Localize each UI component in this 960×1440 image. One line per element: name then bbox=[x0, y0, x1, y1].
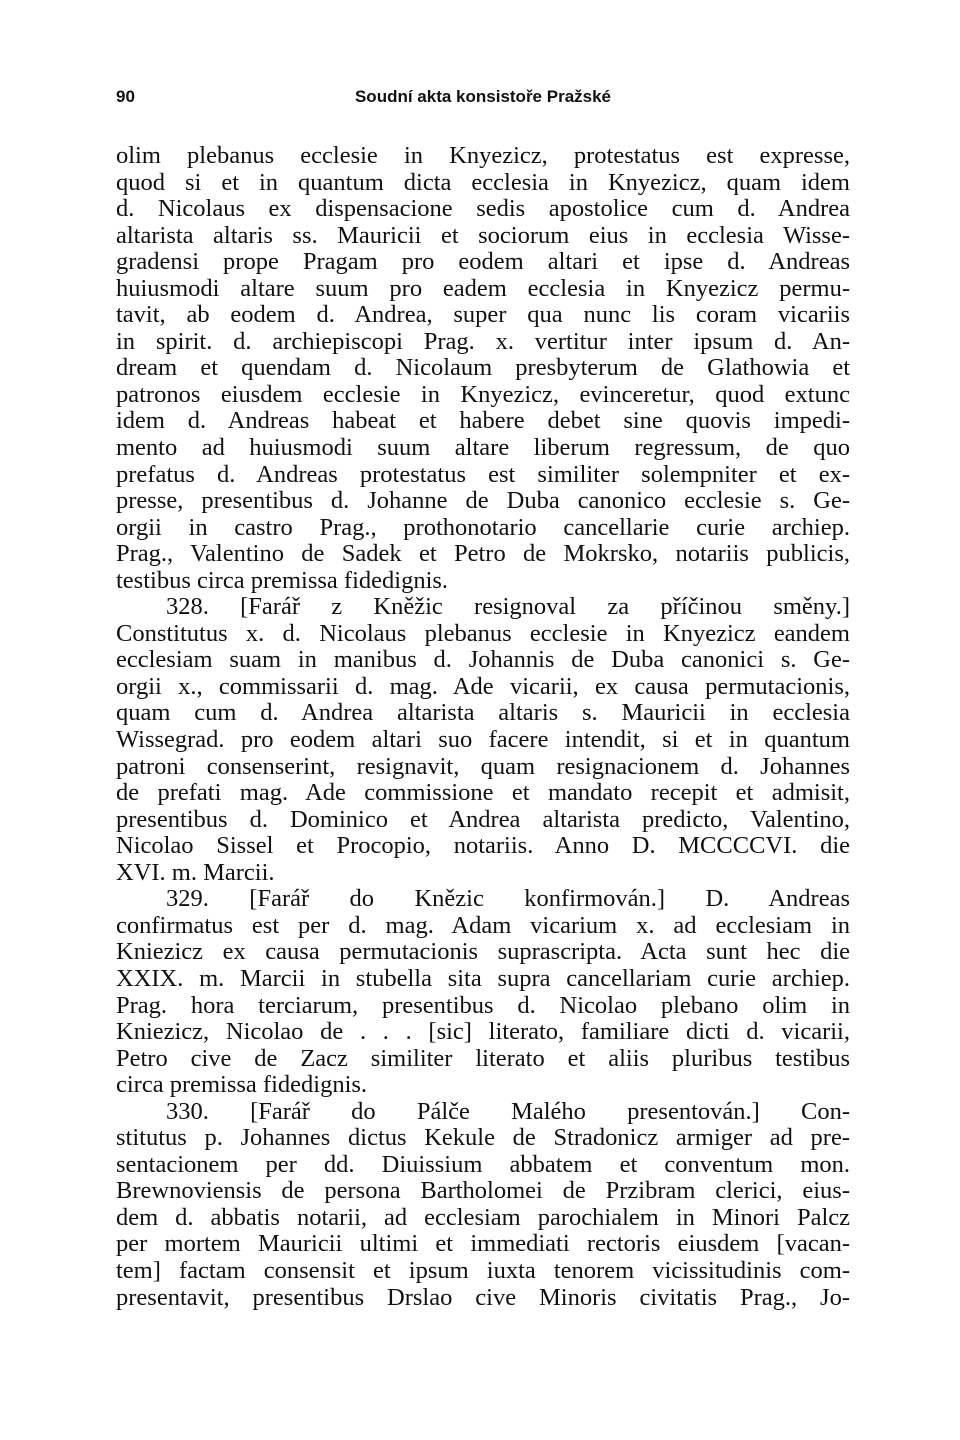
text-line: dream et quendam d. Nicolaum presbyterum de Glathowia et bbox=[116, 355, 850, 382]
text-line: altarista altaris ss. Mauricii et sociorum eius in ecclesia Wisse- bbox=[116, 222, 850, 249]
text-line: confirmatus est per d. mag. Adam vicarium x. ad ecclesiam in bbox=[116, 912, 850, 939]
text-line: mento ad huiusmodi suum altare liberum regressum, de quo bbox=[116, 435, 850, 462]
text-line: orgii in castro Prag., prothonotario cancellarie curie archiep. bbox=[116, 514, 850, 541]
text-line: huiusmodi altare suum pro eadem ecclesia in Knyezicz permu- bbox=[116, 275, 850, 302]
text-line: tavit, ab eodem d. Andrea, super qua nunc lis coram vicariis bbox=[116, 302, 850, 329]
text-line: per mortem Mauricii ultimi et immediati rectoris eiusdem [vacan- bbox=[116, 1231, 850, 1258]
text-line: orgii x., commissarii d. mag. Ade vicarii, ex causa permutacionis, bbox=[116, 673, 850, 700]
text-line: gradensi prope Pragam pro eodem altari et ipse d. Andreas bbox=[116, 249, 850, 276]
text-line: Prag., Valentino de Sadek et Petro de Mokrsko, notariis publicis, bbox=[116, 541, 850, 568]
text-line: stitutus p. Johannes dictus Kekule de Stradonicz armiger ad pre- bbox=[116, 1125, 850, 1152]
page-number: 90 bbox=[116, 87, 135, 106]
text-line: testibus circa premissa fidedignis. bbox=[116, 567, 449, 594]
text-line: dem d. abbatis notarii, ad ecclesiam parochialem in Minori Palcz bbox=[116, 1204, 850, 1231]
text-line: idem d. Andreas habeat et habere debet sine quovis impedi- bbox=[116, 408, 850, 435]
entry-heading-328: 328. [Farář z Kněžic resignoval za příčinou směny.] bbox=[166, 594, 850, 621]
text-line: circa premissa fidedignis. bbox=[116, 1072, 368, 1099]
text-line: patroni consenserint, resignavit, quam resignacionem d. Johannes bbox=[116, 753, 850, 780]
text-line: Nicolao Sissel et Procopio, notariis. Anno D. MCCCCVI. die bbox=[116, 833, 850, 860]
text-line: quam cum d. Andrea altarista altaris s. Mauricii in ecclesia bbox=[116, 700, 850, 727]
entry-heading-329: 329. [Farář do Knězic konfirmován.] D. Andreas bbox=[166, 886, 850, 913]
text-line: Kniezicz ex causa permutacionis suprascripta. Acta sunt hec die bbox=[116, 939, 850, 966]
text-line: patronos eiusdem ecclesie in Knyezicz, evinceretur, quod extunc bbox=[116, 381, 850, 408]
running-header bbox=[116, 87, 850, 111]
text-line: Prag. hora terciarum, presentibus d. Nicolao plebano olim in bbox=[116, 992, 850, 1019]
text-line: Brewnoviensis de persona Bartholomei de Przibram clerici, eius- bbox=[116, 1178, 850, 1205]
text-line: Constitutus x. d. Nicolaus plebanus ecclesie in Knyezicz eandem bbox=[116, 620, 850, 647]
text-line: presse, presentibus d. Johanne de Duba canonico ecclesie s. Ge- bbox=[116, 488, 850, 515]
text-line: Kniezicz, Nicolao de . . . [sic] literato, familiare dicti d. vicarii, bbox=[116, 1019, 850, 1046]
body-text bbox=[116, 143, 850, 1311]
entry-heading-330: 330. [Farář do Pálče Malého presentován.] Con- bbox=[166, 1098, 850, 1125]
text-line: tem] factam consensit et ipsum iuxta tenorem vicissitudinis com- bbox=[116, 1257, 850, 1284]
text-line: XXIX. m. Marcii in stubella sita supra cancellariam curie archiep. bbox=[116, 965, 850, 992]
text-line: quod si et in quantum dicta ecclesia in Knyezicz, quam idem bbox=[116, 169, 850, 196]
text-line: ecclesiam suam in manibus d. Johannis de Duba canonici s. Ge- bbox=[116, 647, 850, 674]
text-line: XVI. m. Marcii. bbox=[116, 859, 275, 886]
text-line: presentavit, presentibus Drslao cive Minoris civitatis Prag., Jo- bbox=[116, 1284, 850, 1311]
text-line: d. Nicolaus ex dispensacione sedis apostolice cum d. Andrea bbox=[116, 196, 850, 223]
text-line: Wissegrad. pro eodem altari suo facere intendit, si et in quantum bbox=[116, 727, 850, 754]
text-line: olim plebanus ecclesie in Knyezicz, protestatus est expresse, bbox=[116, 143, 850, 169]
text-line: prefatus d. Andreas protestatus est similiter solempniter et ex- bbox=[116, 461, 850, 488]
text-line: de prefati mag. Ade commissione et mandato recepit et admisit, bbox=[116, 780, 850, 807]
text-line: sentacionem per dd. Diuissium abbatem et conventum mon. bbox=[116, 1151, 850, 1178]
text-line: in spirit. d. archiepiscopi Prag. x. vertitur inter ipsum d. An- bbox=[116, 328, 850, 355]
text-line: Petro cive de Zacz similiter literato et aliis pluribus testibus bbox=[116, 1045, 850, 1072]
text-line: presentibus d. Dominico et Andrea altarista predicto, Valentino, bbox=[116, 806, 850, 833]
running-title: Soudní akta konsistoře Pražské bbox=[354, 87, 612, 106]
